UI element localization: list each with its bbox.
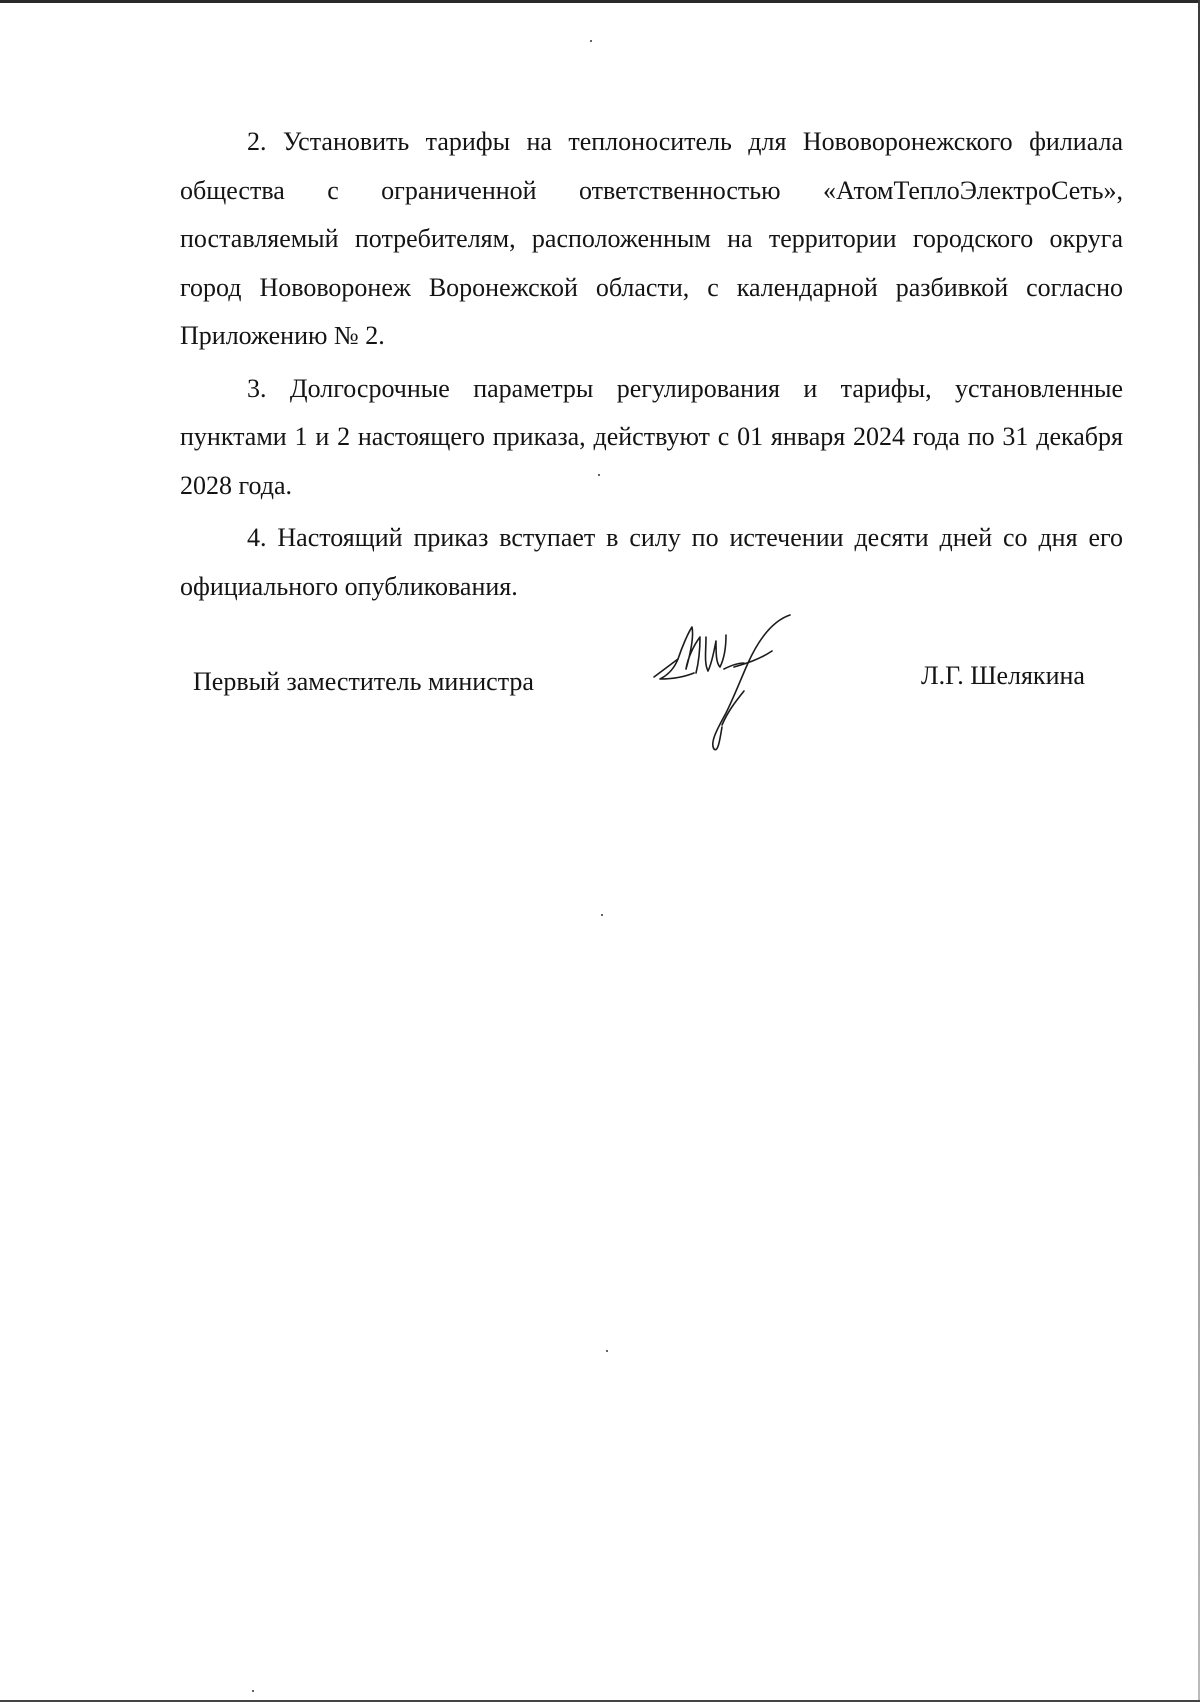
scan-speck	[252, 1690, 254, 1692]
paragraph-3: 3. Долгосрочные параметры регулирования и тарифы, установленные пунктами 1 и 2 настоящего приказа, действуют с 01 января 2024 года по 31 декабря 2028 года.	[180, 373, 1123, 500]
signatory-position: Первый заместитель министра	[193, 667, 534, 696]
scan-speck	[606, 1350, 608, 1352]
scan-speck	[601, 914, 603, 916]
document-body	[180, 118, 1123, 611]
paragraph-2: 2. Установить тарифы на теплоноситель для Нововоронежского филиала общества с ограниченной ответственностью «АтомТеплоЭлектроСеть», поставляемый потребителям, расположенным на территории городского округа город Нововоронеж Воронежской области, с календарной разбивкой согласно Приложению № 2.	[180, 127, 1123, 350]
handwritten-signature	[648, 607, 808, 757]
signature-block	[0, 655, 1200, 765]
signatory-name: Л.Г. Шелякина	[921, 661, 1085, 690]
paragraph-4: 4. Настоящий приказ вступает в силу по истечении десяти дней со дня его официального опубликования.	[180, 523, 1123, 601]
scan-speck	[590, 40, 592, 42]
scan-edge-top	[0, 0, 1200, 3]
